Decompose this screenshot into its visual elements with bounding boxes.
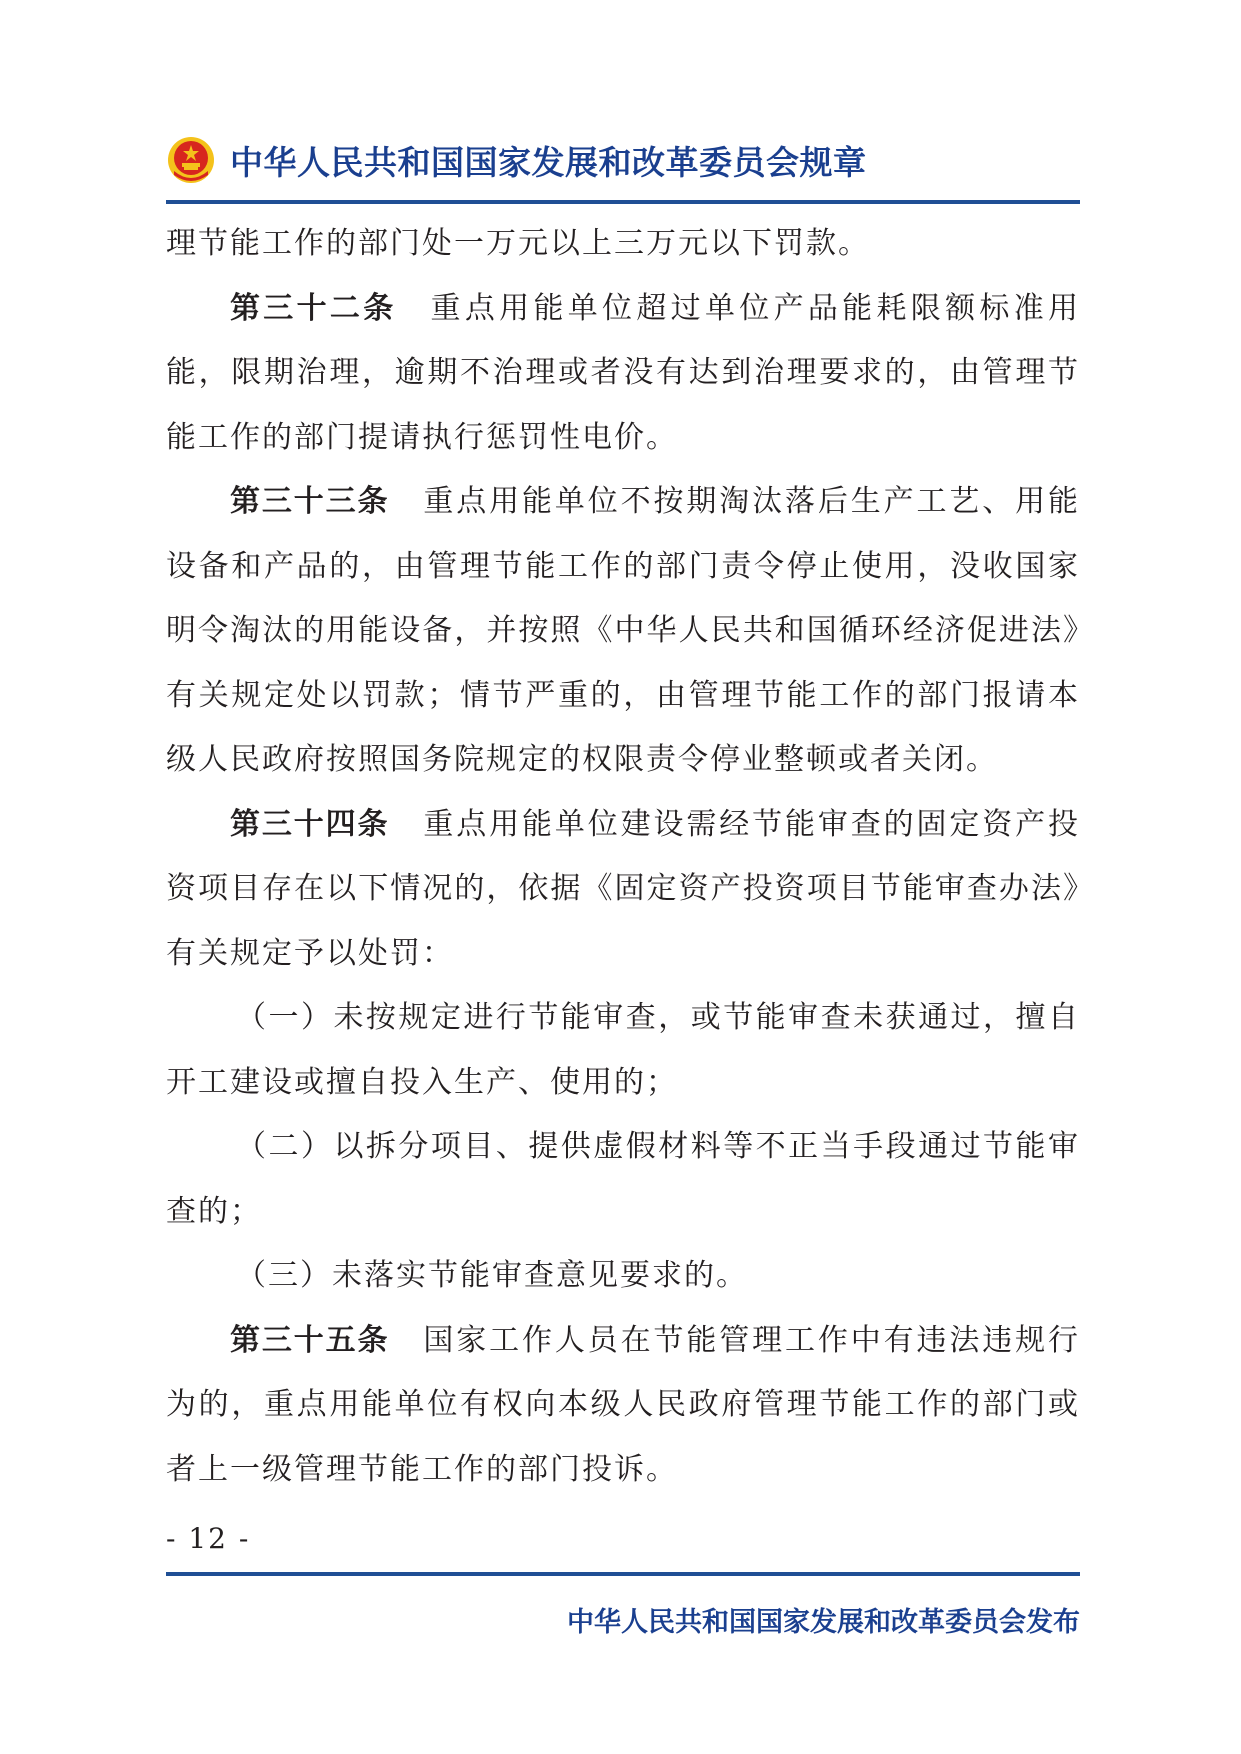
article-text: 国家工作人员在节能管理工作中有违法违规行为的，重点用能单位有权向本级人民政府管理节能工作的部门或者上一级管理节能工作的部门投诉。 <box>166 1322 1080 1487</box>
article-title: 第三十四条 <box>230 806 390 842</box>
article-title: 第三十五条 <box>230 1322 390 1358</box>
national-emblem-icon <box>166 135 216 185</box>
header-divider <box>166 200 1080 204</box>
footer-divider <box>166 1572 1080 1576</box>
article-title: 第三十二条 <box>230 290 397 326</box>
article-text: 重点用能单位建设需经节能审查的固定资产投资项目存在以下情况的，依据《固定资产投资项目节能审查办法》有关规定予以处罚： <box>166 806 1080 971</box>
list-item: （二）以拆分项目、提供虚假材料等不正当手段通过节能审查的； <box>166 1129 1080 1229</box>
paragraph-continuation: 理节能工作的部门处一万元以上三万元以下罚款。 <box>166 226 870 261</box>
article-title: 第三十三条 <box>230 484 390 519</box>
page-number: - 12 - <box>166 1522 251 1555</box>
article-33 <box>166 470 1080 793</box>
article-35 <box>166 1309 1080 1503</box>
article-34 <box>166 793 1080 987</box>
page-header <box>166 128 867 192</box>
article-32 <box>166 277 1080 471</box>
list-item: （一）未按规定进行节能审查，或节能审查未获通过，擅自开工建设或擅自投入生产、使用的； <box>166 1000 1080 1100</box>
article-text: 重点用能单位超过单位产品能耗限额标准用能，限期治理，逾期不治理或者没有达到治理要求的，由管理节能工作的部门提请执行惩罚性电价。 <box>166 290 1081 455</box>
document-body <box>166 212 1080 1502</box>
footer-publisher: 中华人民共和国国家发展和改革委员会发布 <box>567 1607 1080 1638</box>
article-text: 重点用能单位不按期淘汰落后生产工艺、用能设备和产品的，由管理节能工作的部门责令停止使用，没收国家明令淘汰的用能设备，并按照《中华人民共和国循环经济促进法》有关规定处以罚款；情节严重的，由管理节能工作的部门报请本级人民政府按照国务院规定的权限责令停业整顿或者关闭。 <box>166 484 1080 777</box>
list-item: （三）未落实节能审查意见要求的。 <box>236 1258 748 1293</box>
header-title: 中华人民共和国国家发展和改革委员会规章 <box>230 142 867 182</box>
